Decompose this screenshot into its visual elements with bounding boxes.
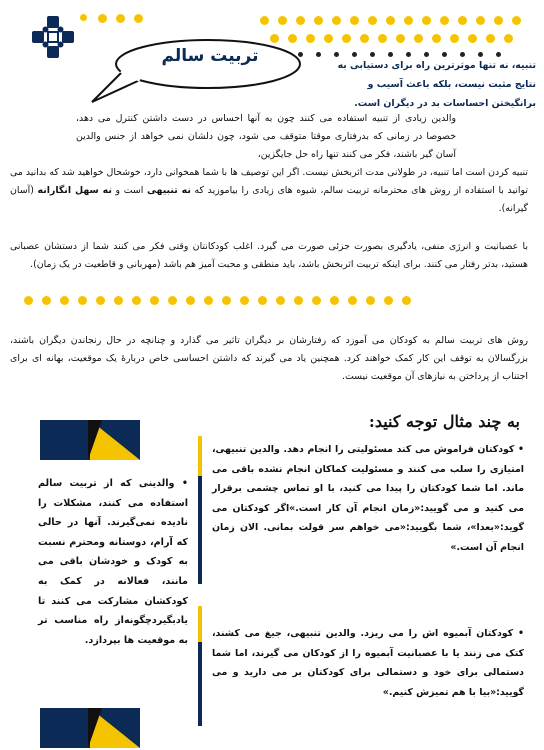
- decor-tile-top: [40, 420, 140, 460]
- paragraph-3: با عصبانیت و انرژی منفی، یادگیری بصورت جزئی صورت می گیرد. اغلب کودکانتان وقتی فکر می کنند شما از دستشان عصبانی هستید، بدتر رفتار می کنند. برای اینکه تربیت اثربخش باشد، باید منطقی و محبت آمیز هم باشد (مهربانی و قاطعیت در یک زمان).: [10, 241, 528, 270]
- paragraph-2: [10, 164, 528, 218]
- bullet-icon: •: [513, 628, 524, 639]
- example-1-frame-accent: [198, 436, 202, 476]
- sidebar-note: [38, 474, 188, 650]
- example-1-text: کودکتان فراموش می کند مسئولیتی را انجام دهد. والدین تنبیهی، امتیازی را سلب می کنند و مسئولیت کماکان انجام نشده باقی می ماند. اما شما کودکتان را پیدا می کنید، با او تماس چشمی برقرار می کنید و می گویید:«زمان انجام آن کار است.»اگر کودکتان می گوید:«بعدا»، شما بگویید:«می خواهم سر قولت بمانی. الان زمان انجام آن است.»: [212, 444, 524, 553]
- middle-dot-divider: [24, 296, 424, 306]
- example-2: [212, 624, 524, 702]
- example-2-frame-accent: [198, 606, 202, 642]
- emphasis-no-punishment: نه تنبیهی: [147, 185, 191, 196]
- paragraph-1: والدین زیادی از تنبیه استفاده می کنند چون به آنها احساس در دست داشتن کنترل می دهد، خصوصا در زمانی که بدرفتاری موقتا متوقف می شود، چون دلشان نمی خواهد از جنس والدین آسان گیر باشند، فکر می کنند تنها راه حل جایگزین،: [76, 113, 456, 160]
- paragraph-2-text-3: (آسان گیرانه).: [10, 185, 528, 214]
- bullet-icon: •: [174, 478, 188, 489]
- bullet-icon: •: [514, 444, 524, 455]
- example-1: [212, 440, 524, 557]
- decor-tile-bottom: [40, 708, 140, 748]
- page-title: تربیت سالم: [161, 46, 259, 66]
- paragraph-2-text-2: است و: [115, 185, 144, 196]
- puzzle-logo-icon: [30, 14, 76, 60]
- example-2-text: کودکتان آبمیوه اش را می ریزد. والدین تنبیهی، جیغ می کشند، کتک می زنند یا با عصبانیت آبمیوه را از کودکان می گیرند، اما شما دستمالی برای خود و دستمالی برای کودکتان بر می دارید و می گویید:«بیا با هم تمیزش کنیم.»: [212, 628, 524, 698]
- sidebar-note-text: والدینی که از تربیت سالم استفاده می کنند، مشکلات را نادیده نمی‌گیرند. آنها در حالی که آرام، دوستانه ومحترم نسبت به کودک و خودشان باقی می مانند، فعالانه در کمک به کودکشان مشارکت می کنند تا یادبگیردچگونه‌از راه مناسب تر به موقعیت ها بپردازد.: [38, 478, 188, 646]
- logo: [30, 14, 76, 60]
- emphasis-not-permissive: نه سهل انگارانه: [37, 185, 112, 196]
- callout-text: تنبیه، نه تنها موثرترین راه برای دستیابی به نتایج مثبت نیست، بلکه باعث آسیب و برانگیختن احساسات بد در دیگران است.: [337, 60, 536, 109]
- examples-heading: به چند مثال توجه کنید:: [368, 412, 520, 431]
- paragraph-4: روش های تربیت سالم به کودکان می آموزد که رفتارشان بر دیگران تاثیر می گذارد و چنانچه در حال رنجاندن دیگران باشند، بزرگسالان به توقف این کار کمک خواهند کرد. همچنین یاد می گیرند که داشتن احساسی خاص درباره‌ٔ یک موقعیت، بهانه ای برای اجتناب از پرداختن به نیازهای آن موقعیت نیست.: [10, 335, 528, 382]
- title-bubble: [88, 28, 318, 108]
- paragraph-2-text: تنبیه کردن است اما تنبیه، در طولانی مدت اثربخش نیست. اگر این توصیف ها با شما همخوانی دارد، خوشحال خواهید شد که بدانید می توانید با استفاده از روش های محترمانه تربیت سالم، شیوه های زیادی را بیاموزید که: [10, 167, 528, 196]
